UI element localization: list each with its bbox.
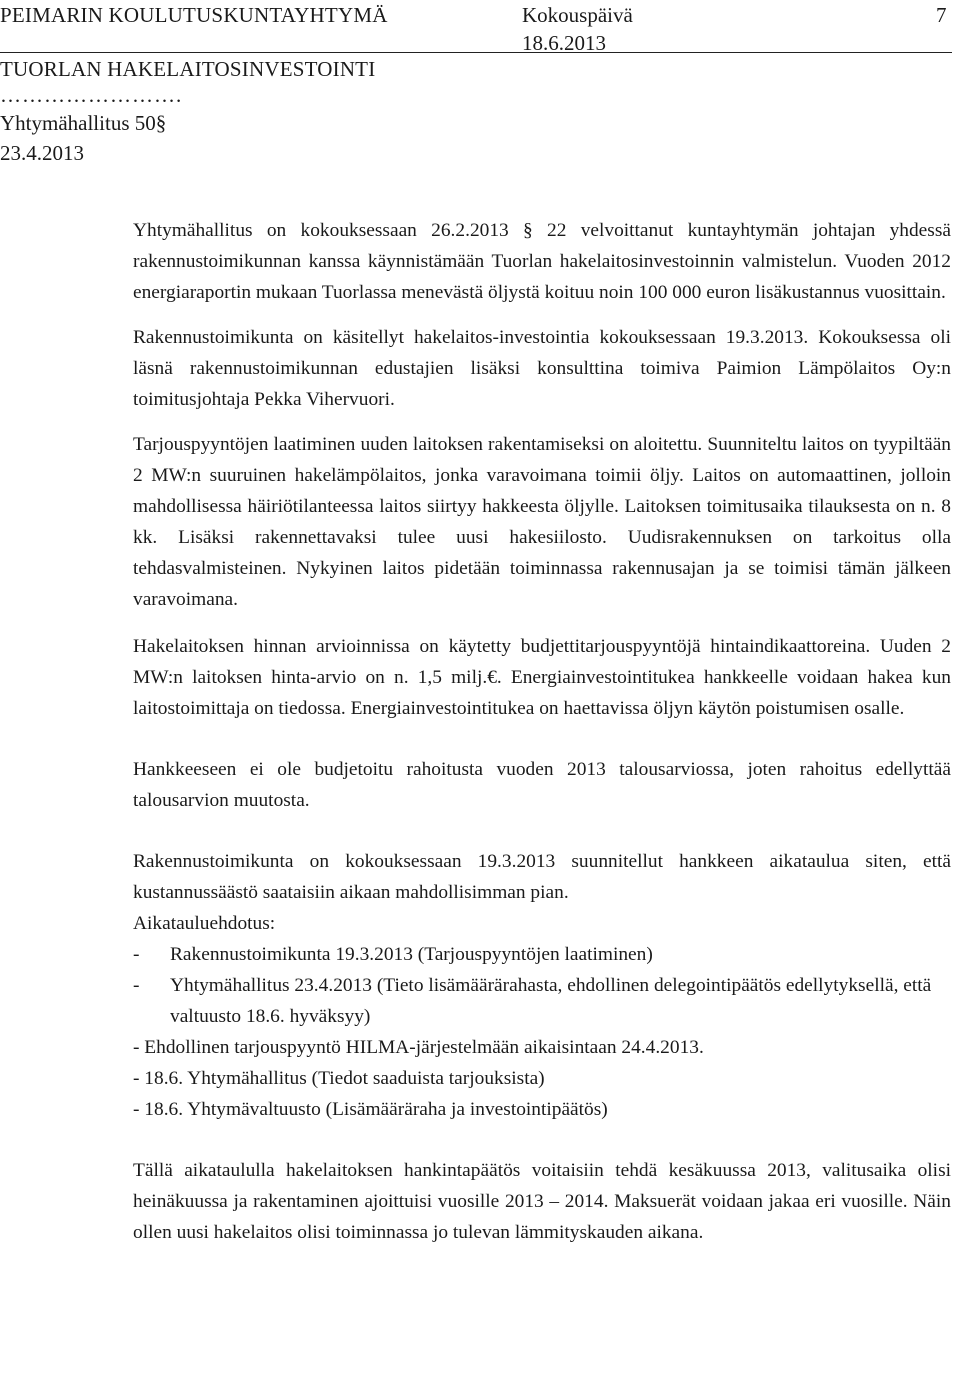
list-dash: - <box>133 944 140 965</box>
board-reference: Yhtymähallitus 50§ <box>0 111 167 135</box>
schedule-item <box>133 939 951 970</box>
paragraph-cost-estimate: Hakelaitoksen hinnan arvioinnissa on käytetty budjettitarjouspyyntöjä hintaindikaattoreina. Uuden 2 MW:n laitoksen hinta-arvio on n. 1,5 milj.€. Energiainvestointitukea hankkeelle voidaan hakea kun laitostoimittaja on tiedossa. Energiainvestointitukea on haettavissa öljyn käytön poistumisen osalle. <box>133 636 951 719</box>
paragraph-schedule-intro: Rakennustoimikunta on kokouksessaan 19.3.2013 suunnitellut hankkeen aikataulua siten, että kustannussäästö saataisiin aikaan mahdollisimman pian. <box>133 851 951 903</box>
schedule-item-text: Yhtymähallitus 23.4.2013 (Tieto lisämäärärahasta, ehdollinen delegointipäätös edellytyksellä, että valtuusto 18.6. hyväksyy) <box>170 975 932 1027</box>
schedule-title: Aikatauluehdotus: <box>133 913 276 934</box>
schedule-item <box>133 970 951 1032</box>
paragraph-conclusion: Tällä aikataululla hakelaitoksen hankintapäätös voitaisiin tehdä kesäkuussa 2013, valitusaika olisi heinäkuussa ja rakentaminen ajoittuisi vuosille 2013 – 2014. Maksuerät voidaan jakaa eri vuosille. Näin ollen uusi hakelaitos olisi toiminnassa jo tulevan lämmityskauden aikana. <box>133 1160 951 1243</box>
organization-name: PEIMARIN KOULUTUSKUNTAYHTYMÄ <box>0 3 388 27</box>
dotted-line: ……………………. <box>0 83 183 107</box>
meeting-date-label: Kokouspäivä <box>522 3 633 27</box>
list-dash: - <box>133 975 140 996</box>
schedule-item: - Ehdollinen tarjouspyyntö HILMA-järjestelmään aikaisintaan 24.4.2013. <box>133 1037 704 1058</box>
paragraph-committee-meeting: Rakennustoimikunta on käsitellyt hakelaitos-investointia kokouksessaan 19.3.2013. Kokouksessa oli läsnä rakennustoimikunnan edustajien lisäksi konsulttina toimiva Paimion Lämpölaitos Oy:n toimitusjohtaja Pekka Vihervuori. <box>133 327 951 410</box>
meeting-date: 18.6.2013 <box>522 31 606 55</box>
page-number: 7 <box>936 3 947 27</box>
paragraph-tender-plan: Tarjouspyyntöjen laatiminen uuden laitoksen rakentamiseksi on aloitettu. Suunniteltu laitos on tyypiltään 2 MW:n suuruinen hakelämpölaitos, jonka varavoimana toimii öljy. Laitos on automaattinen, jolloin mahdollisessa häiriötilanteessa laitos siirtyy hakkeesta öljylle. Laitoksen toimitusaika tilauksesta on n. 8 kk. Lisäksi rakennettavaksi tulee uusi hakesiilosto. Uudisrakennuksen on tarkoitus olla tehdasvalmisteinen. Nykyinen laitos pidetään toiminnassa rakennusajan ja se toimisi tämän jälkeen varavoimana. <box>133 434 951 610</box>
header-divider <box>0 52 952 53</box>
schedule-list <box>133 939 951 1125</box>
board-date: 23.4.2013 <box>0 141 84 165</box>
schedule-item: - 18.6. Yhtymävaltuusto (Lisämääräraha ja investointipäätös) <box>133 1099 608 1120</box>
document-body <box>133 215 951 1248</box>
project-title: TUORLAN HAKELAITOSINVESTOINTI <box>0 57 376 81</box>
paragraph-background: Yhtymähallitus on kokouksessaan 26.2.2013 § 22 velvoittanut kuntayhtymän johtajan yhdessä rakennustoimikunnan kanssa käynnistämään Tuorlan hakelaitosinvestoinnin valmistelun. Vuoden 2012 energiaraportin mukaan Tuorlassa menevästä öljystä koituu noin 100 000 euron lisäkustannus vuosittain. <box>133 220 951 303</box>
schedule-item-text: Rakennustoimikunta 19.3.2013 (Tarjouspyyntöjen laatiminen) <box>170 944 653 965</box>
schedule-item: - 18.6. Yhtymähallitus (Tiedot saaduista tarjouksista) <box>133 1068 545 1089</box>
paragraph-budget: Hankkeeseen ei ole budjetoitu rahoitusta vuoden 2013 talousarviossa, joten rahoitus edellyttää talousarvion muutosta. <box>133 759 951 811</box>
